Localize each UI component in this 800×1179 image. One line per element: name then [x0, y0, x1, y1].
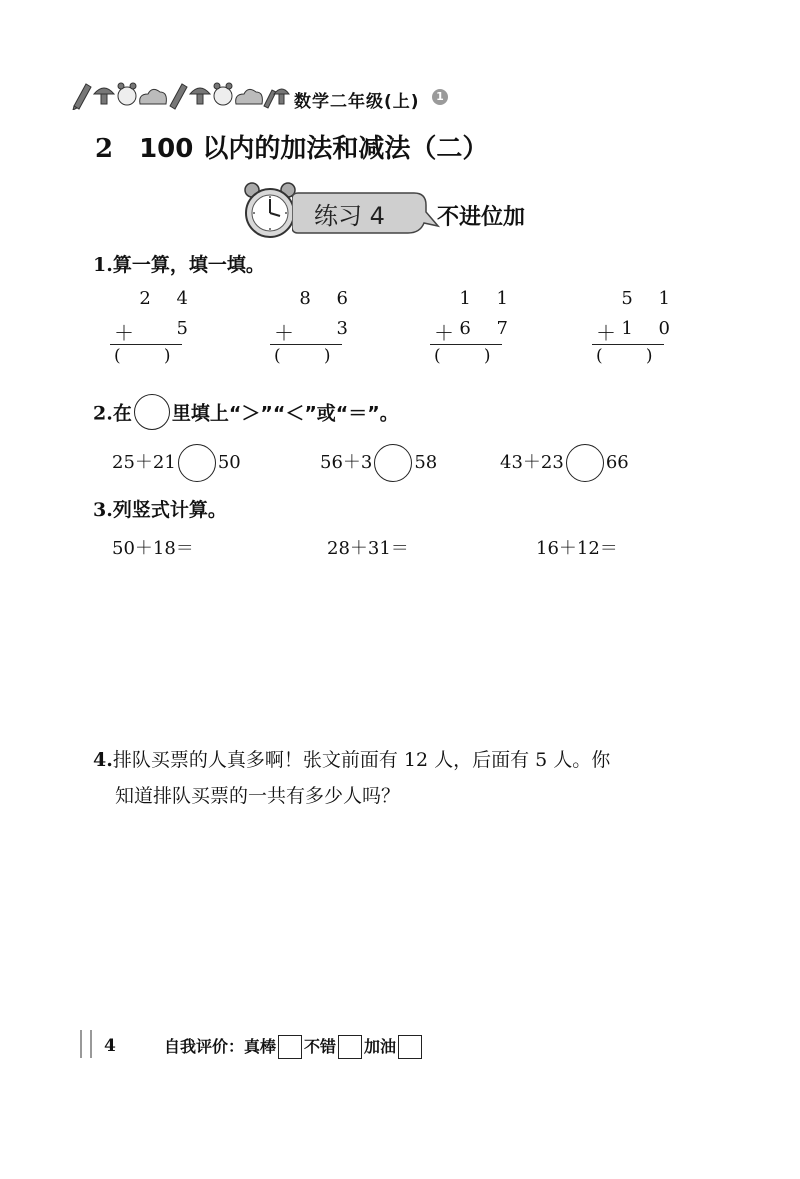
chapter-title: [95, 128, 488, 165]
sum-line: [592, 344, 664, 345]
addend-bottom: 5: [176, 318, 198, 339]
q1-title: [93, 250, 265, 277]
eval-checkbox-good[interactable]: [338, 1035, 362, 1059]
eval-option-good: 不错: [304, 1037, 337, 1056]
mushroom-icon: [274, 89, 289, 104]
comparison-right: 50: [217, 452, 241, 473]
cloud-icon: [140, 89, 167, 104]
header-decoration: [72, 80, 290, 110]
plus-sign: ＋: [114, 321, 134, 345]
comparison-left: 25＋21: [112, 452, 176, 473]
alarm-clock-icon: [214, 83, 232, 105]
sum-line: [430, 344, 502, 345]
comparison-right: 58: [414, 452, 438, 473]
eval-checkbox-great[interactable]: [278, 1035, 302, 1059]
pencil-icon: [170, 84, 187, 109]
eval-option-try: 加油: [364, 1037, 397, 1056]
eval-checkbox-try[interactable]: [398, 1035, 422, 1059]
eval-option-great: 真棒: [244, 1037, 277, 1056]
alarm-clock-icon: [118, 83, 136, 105]
pencil-icon: [73, 84, 91, 110]
equation-2[interactable]: 28＋31＝: [327, 538, 409, 559]
subject-badge: 1: [432, 89, 448, 105]
plus-sign: ＋: [434, 321, 454, 345]
answer-blank[interactable]: ( ): [596, 346, 653, 366]
addend-top: 8 6: [299, 288, 358, 309]
answer-blank[interactable]: ( ): [114, 346, 171, 366]
q2-title: [93, 396, 399, 432]
q1-title-text: 算一算，填一填。: [112, 254, 265, 276]
q3-number: 3.: [93, 499, 113, 521]
addend-top: 5 1: [621, 288, 680, 309]
comparison-3: [500, 444, 629, 482]
page-number: 4: [104, 1036, 116, 1056]
lesson-tag: 练习 4: [314, 202, 385, 230]
mushroom-icon: [94, 88, 114, 104]
plus-sign: ＋: [274, 321, 294, 345]
alarm-clock-icon: [240, 180, 300, 240]
answer-blank[interactable]: ( ): [434, 346, 491, 366]
addend-bottom: 3: [336, 318, 358, 339]
q4-number: 4.: [93, 749, 113, 771]
q4-line2: 知道排队买票的一共有多少人吗？: [115, 785, 401, 807]
q4-text: [93, 742, 733, 814]
cloud-icon: [236, 89, 263, 104]
footer-divider: [90, 1030, 92, 1058]
comparison-left: 56＋3: [320, 452, 373, 473]
equation-3[interactable]: 16＋12＝: [536, 538, 618, 559]
addend-top: 1 1: [459, 288, 518, 309]
addend-bottom: 6 7: [459, 318, 518, 339]
plus-sign: ＋: [596, 321, 616, 345]
mushroom-icon: [190, 88, 210, 104]
q4-line1: 排队买票的人真多啊！张文前面有 12 人，后面有 5 人。你: [112, 749, 611, 771]
comparison-1: [112, 444, 241, 482]
comparison-circle[interactable]: [566, 444, 604, 482]
comparison-right: 66: [605, 452, 629, 473]
equation-1[interactable]: 50＋18＝: [112, 538, 194, 559]
footer-divider: [80, 1030, 82, 1058]
q1-number: 1.: [93, 254, 113, 276]
q2-title-pre: 在: [112, 402, 132, 425]
lesson-topic: 不进位加: [437, 205, 526, 230]
comparison-circle[interactable]: [374, 444, 412, 482]
chapter-title-text: 100 以内的加法和减法（二）: [139, 134, 489, 164]
q3-title-text: 列竖式计算。: [112, 499, 227, 521]
comparison-left: 43＋23: [500, 452, 564, 473]
sum-line: [110, 344, 182, 345]
comparison-2: [320, 444, 437, 482]
q2-title-post: 里填上“＞”“＜”或“＝”。: [171, 402, 399, 425]
self-evaluation: [164, 1034, 424, 1060]
subject-title: 数学二年级(上): [294, 92, 420, 112]
self-eval-label: 自我评价：: [164, 1037, 245, 1056]
circle-placeholder: [134, 394, 170, 430]
q3-title: [93, 495, 227, 522]
q2-number: 2.: [93, 402, 113, 425]
pencil-icon: [264, 90, 276, 108]
comparison-circle[interactable]: [178, 444, 216, 482]
sum-line: [270, 344, 342, 345]
addend-bottom: 1 0: [621, 318, 680, 339]
addend-top: 2 4: [139, 288, 198, 309]
answer-blank[interactable]: ( ): [274, 346, 331, 366]
chapter-number: 2: [95, 134, 114, 164]
